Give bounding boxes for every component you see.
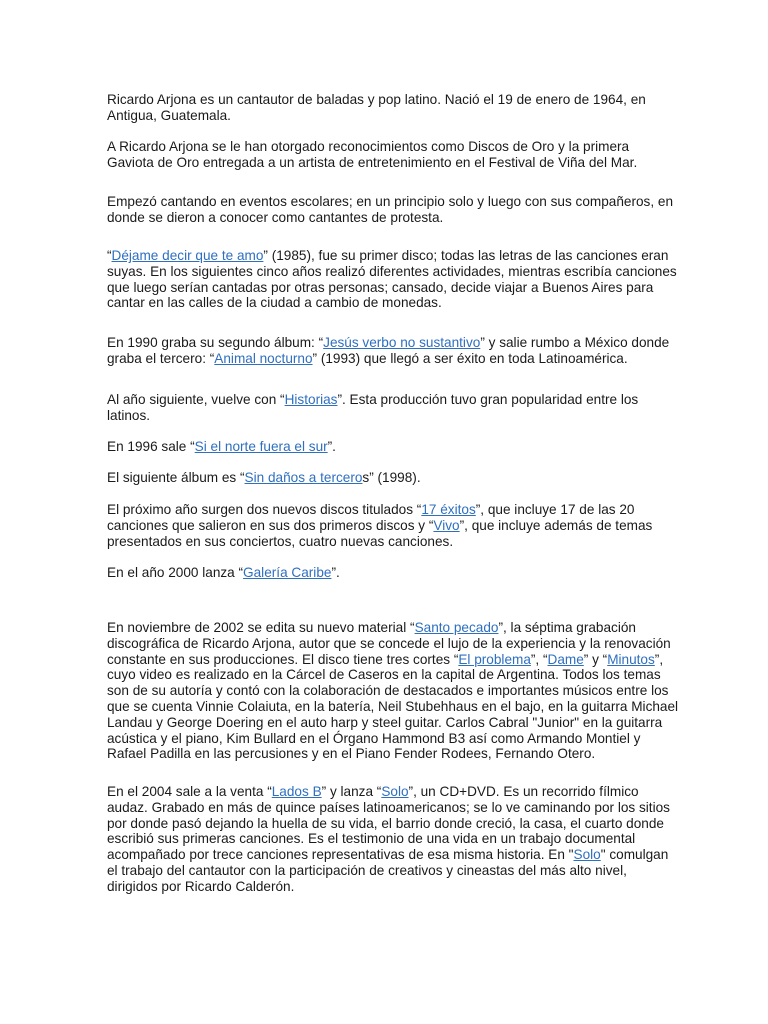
text-run: ” (1993) que llegó a ser éxito en toda Latinoamérica.: [312, 350, 628, 366]
album-link[interactable]: Déjame decir que te amo: [111, 248, 264, 263]
text-line: [107, 295, 667, 311]
text-run: ”, que incluye 17 de las 20: [475, 502, 635, 517]
text-run: latinos.: [107, 407, 151, 423]
text-run: el trabajo del cantautor con la participación de creativos y cineastas del más alto nivel,: [107, 862, 627, 878]
text-line: [107, 108, 667, 124]
text-line: [107, 715, 667, 731]
text-run: acompañado por trece canciones representativas de esa misma historia. En ": [107, 847, 574, 863]
paragraph-2002: [107, 620, 679, 762]
text-line: [107, 502, 667, 518]
text-run: ”,: [654, 651, 664, 667]
album-link[interactable]: Lados B: [271, 784, 322, 799]
text-line: [107, 534, 667, 550]
paragraph-first-album: [107, 248, 677, 311]
text-run: Ricardo Arjona es un cantautor de baladas y pop latino. Nació el 19 de enero de 1964, en: [107, 92, 646, 107]
text-run: son de su autoría y contó con la colaboración de destacados e importantes músicos entre los: [107, 683, 669, 699]
album-link[interactable]: Si el norte fuera el sur: [194, 439, 328, 454]
text-line: [107, 746, 667, 762]
text-line: [107, 879, 667, 895]
paragraph-early-career: [107, 194, 673, 226]
text-run: ”, la séptima grabación: [498, 620, 636, 635]
text-run: discográfica de Ricardo Arjona, autor que se concede el lujo de la experiencia y la renovación: [107, 635, 671, 651]
text-line: [107, 863, 667, 879]
text-line: [107, 139, 667, 155]
text-run: En 1996 sale “: [107, 439, 195, 454]
text-run: Al año siguiente, vuelve con “: [107, 392, 285, 407]
text-line: [107, 652, 667, 668]
album-link[interactable]: El problema: [458, 651, 531, 667]
album-link[interactable]: Historias: [284, 392, 338, 407]
text-line: [107, 847, 667, 863]
text-run: El siguiente álbum es “: [107, 470, 245, 485]
text-line: [107, 248, 667, 264]
text-run: ”.: [327, 439, 336, 454]
text-run: presentados en sus conciertos, cuatro nuevas canciones.: [107, 533, 454, 549]
text-run: audaz. Grabado en más de quince países latinoamericanos; se lo ve caminando por los sitios: [107, 799, 670, 815]
text-run: que se cuenta Vinnie Colaiuta, en la batería, Neil Stubehhaus en el bajo, en la guitarra Michael: [107, 698, 679, 714]
text-run: ”. Esta producción tuvo gran popularidad entre los: [337, 392, 639, 407]
text-line: [107, 698, 679, 715]
text-line: [107, 799, 670, 816]
text-run: suyas. En los siguientes cinco años realizó diferentes actividades, mientras escribía canciones: [107, 263, 677, 279]
album-link[interactable]: Santo pecado: [414, 620, 499, 635]
text-run: En el 2004 sale a la venta “: [107, 784, 272, 799]
text-line: [107, 280, 667, 296]
text-line: [107, 620, 667, 636]
text-run: dirigidos por Ricardo Calderón.: [107, 878, 295, 894]
text-run: ”, “: [530, 651, 548, 667]
text-run: graba el tercero: “: [107, 350, 215, 366]
text-run: Empezó cantando en eventos escolares; en un principio solo y luego con sus compañeros, en: [107, 194, 673, 209]
text-line: [107, 784, 667, 800]
paragraph-2004: [107, 784, 670, 895]
text-run: escribió sus primeras canciones. Es el testimonio de una vida en un trabajo documental: [107, 831, 636, 847]
text-line: [107, 731, 667, 747]
album-link[interactable]: 17 éxitos: [421, 502, 476, 517]
text-line: [107, 635, 671, 652]
text-line: [107, 831, 667, 847]
text-line: [107, 816, 667, 832]
text-run: ”, que incluye además de temas: [459, 517, 653, 533]
text-line: [107, 439, 667, 455]
text-run: acústica y el piano, Kim Bullard en el Órgano Hammond B3 así como Armando Montiel y: [107, 730, 641, 746]
text-line: [107, 210, 667, 226]
text-run: En noviembre de 2002 se edita su nuevo material “: [107, 620, 415, 635]
text-run: ” y “: [583, 651, 608, 667]
text-run: El próximo año surgen dos nuevos discos titulados “: [107, 502, 422, 517]
text-run: constante en sus producciones. El disco tiene tres cortes “: [107, 651, 459, 667]
text-run: A Ricardo Arjona se le han otorgado reconocimientos como Discos de Oro y la primera: [107, 139, 630, 154]
text-run: Landau y George Doering en el auto harp y steel guitar. Carlos Cabral "Junior" en la guitarra: [107, 714, 663, 730]
text-run: que luego serían cantadas por otras personas; cansado, decide viajar a Buenos Aires para: [107, 279, 654, 295]
text-run: por donde pasó dejando la huella de su vida, el barrio donde creció, la casa, el cuarto donde: [107, 815, 664, 831]
paragraph-2000: [107, 565, 667, 581]
album-link[interactable]: Galería Caribe: [243, 565, 332, 580]
text-run: " comulgan: [600, 847, 669, 863]
text-run: Gaviota de Oro entregada a un artista de entretenimiento en el Festival de Viña del Mar.: [107, 154, 638, 170]
text-run: donde se dieron a conocer como cantantes de protesta.: [107, 209, 444, 225]
text-line: [107, 683, 667, 699]
paragraph-1996: [107, 439, 667, 455]
text-line: [107, 155, 667, 171]
paragraph-intro: [107, 92, 667, 124]
text-line: [107, 565, 667, 581]
paragraph-historias: [107, 392, 667, 424]
text-run: Antigua, Guatemala.: [107, 107, 231, 123]
paragraph-17-exitos: [107, 502, 667, 549]
text-run: ”, un CD+DVD. Es un recorrido fílmico: [408, 784, 639, 799]
album-link[interactable]: Jesús verbo no sustantivo: [323, 335, 481, 350]
album-link[interactable]: Sin daños a tercero: [244, 470, 363, 485]
text-line: [107, 263, 677, 280]
album-link[interactable]: Dame: [547, 651, 584, 667]
paragraph-awards: [107, 139, 667, 171]
album-link[interactable]: Vivo: [433, 517, 460, 533]
text-run: cuyo video es realizado en la Cárcel de Caseros en la capital de Argentina. Todos los temas: [107, 667, 661, 683]
text-run: canciones que salieron en sus dos primeros discos y “: [107, 517, 434, 533]
text-run: s” (1998).: [362, 470, 421, 485]
text-line: [107, 392, 667, 408]
album-link[interactable]: Solo: [573, 847, 601, 863]
text-run: ” (1985), fue su primer disco; todas las letras de las canciones eran: [263, 248, 669, 263]
album-link[interactable]: Solo: [381, 784, 409, 799]
text-run: Rafael Padilla en las percusiones y en el Piano Fender Rodees, Fernando Otero.: [107, 746, 596, 762]
text-line: [107, 335, 670, 351]
album-link[interactable]: Minutos: [607, 651, 655, 667]
text-line: [107, 518, 667, 534]
text-line: [107, 92, 667, 108]
paragraph-1990: [107, 335, 670, 367]
text-run: En el año 2000 lanza “: [107, 565, 244, 580]
text-run: ”.: [331, 565, 340, 580]
text-run: En 1990 graba su segundo álbum: “: [107, 335, 324, 350]
text-line: [107, 470, 667, 486]
text-line: [107, 194, 673, 210]
text-line: [107, 408, 667, 424]
text-line: [107, 667, 667, 683]
album-link[interactable]: Animal nocturno: [214, 350, 313, 366]
paragraph-sin-danos: [107, 470, 667, 486]
text-run: cantar en las calles de la ciudad a cambio de monedas.: [107, 295, 442, 311]
text-line: [107, 351, 667, 367]
text-run: “: [107, 248, 112, 263]
text-run: ” y lanza “: [321, 784, 382, 799]
text-run: ” y salie rumbo a México donde: [480, 335, 670, 350]
